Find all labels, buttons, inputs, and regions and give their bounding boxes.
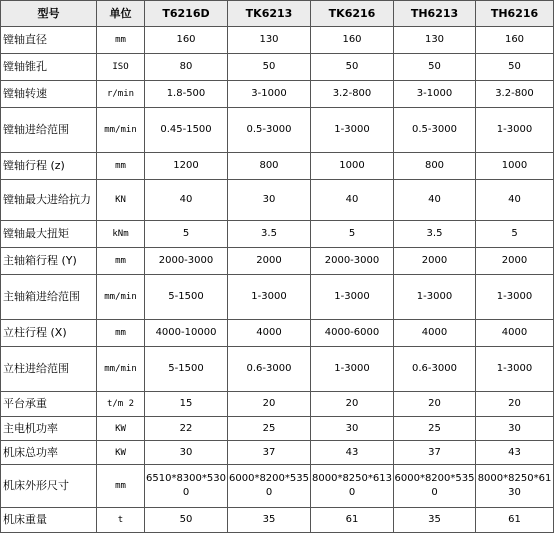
row-label: 主轴箱进给范围 (1, 275, 97, 320)
table-cell: 1-3000 (311, 347, 394, 392)
row-unit: t (97, 508, 145, 533)
table-cell: 4000 (228, 320, 311, 347)
header-model: 型号 (1, 1, 97, 27)
table-cell: 40 (145, 180, 228, 221)
table-cell: 5 (145, 221, 228, 248)
table-row (1, 27, 554, 54)
table-cell: 5-1500 (145, 275, 228, 320)
table-cell: 2000 (394, 248, 476, 275)
table-cell: 37 (228, 441, 311, 465)
row-label: 机床总功率 (1, 441, 97, 465)
table-cell: 3.2-800 (476, 81, 554, 108)
table-cell: 2000-3000 (145, 248, 228, 275)
table-cell: 4000-6000 (311, 320, 394, 347)
row-unit: KW (97, 417, 145, 441)
row-unit: mm/min (97, 347, 145, 392)
table-cell: 3.5 (394, 221, 476, 248)
row-unit: r/min (97, 81, 145, 108)
row-unit: mm (97, 27, 145, 54)
table-cell: 6000*8200*5350 (394, 465, 476, 508)
table-cell: 30 (311, 417, 394, 441)
header-row (1, 1, 554, 27)
table-cell: 6510*8300*5300 (145, 465, 228, 508)
table-cell: 30 (145, 441, 228, 465)
table-row (1, 347, 554, 392)
table-cell: 80 (145, 54, 228, 81)
table-cell: 5 (311, 221, 394, 248)
table-row (1, 508, 554, 533)
header-th6213: TH6213 (394, 1, 476, 27)
table-cell: 160 (476, 27, 554, 54)
table-row (1, 417, 554, 441)
table-cell: 50 (311, 54, 394, 81)
table-row (1, 275, 554, 320)
table-cell: 4000 (476, 320, 554, 347)
row-label: 立柱行程 (X) (1, 320, 97, 347)
table-cell: 0.6-3000 (394, 347, 476, 392)
table-cell: 8000*8250*6130 (311, 465, 394, 508)
table-row (1, 153, 554, 180)
row-unit: mm/min (97, 108, 145, 153)
table-row (1, 108, 554, 153)
table-cell: 130 (394, 27, 476, 54)
table-row (1, 392, 554, 417)
row-label: 镗轴进给范围 (1, 108, 97, 153)
table-row (1, 441, 554, 465)
table-row (1, 180, 554, 221)
table-cell: 1-3000 (394, 275, 476, 320)
table-cell: 35 (228, 508, 311, 533)
table-cell: 1-3000 (476, 347, 554, 392)
row-label: 机床外形尺寸 (1, 465, 97, 508)
table-cell: 43 (476, 441, 554, 465)
table-cell: 40 (311, 180, 394, 221)
table-cell: 40 (394, 180, 476, 221)
row-label: 镗轴直径 (1, 27, 97, 54)
table-cell: 1-3000 (311, 275, 394, 320)
row-label: 机床重量 (1, 508, 97, 533)
row-unit: mm (97, 320, 145, 347)
table-cell: 25 (228, 417, 311, 441)
table-cell: 30 (228, 180, 311, 221)
table-cell: 50 (145, 508, 228, 533)
table-cell: 1-3000 (476, 275, 554, 320)
table-cell: 800 (228, 153, 311, 180)
table-cell: 130 (228, 27, 311, 54)
row-label: 立柱进给范围 (1, 347, 97, 392)
table-cell: 3.5 (228, 221, 311, 248)
table-cell: 20 (476, 392, 554, 417)
table-cell: 4000-10000 (145, 320, 228, 347)
table-cell: 5 (476, 221, 554, 248)
table-cell: 50 (476, 54, 554, 81)
table-cell: 2000-3000 (311, 248, 394, 275)
table-cell: 37 (394, 441, 476, 465)
table-cell: 3-1000 (228, 81, 311, 108)
row-unit: KN (97, 180, 145, 221)
table-cell: 6000*8200*5350 (228, 465, 311, 508)
table-cell: 1-3000 (311, 108, 394, 153)
table-cell: 1-3000 (228, 275, 311, 320)
table-cell: 0.6-3000 (228, 347, 311, 392)
table-cell: 0.5-3000 (228, 108, 311, 153)
row-unit: mm (97, 153, 145, 180)
table-cell: 8000*8250*6130 (476, 465, 554, 508)
table-cell: 2000 (476, 248, 554, 275)
table-cell: 4000 (394, 320, 476, 347)
table-cell: 3-1000 (394, 81, 476, 108)
table-cell: 50 (228, 54, 311, 81)
table-cell: 20 (311, 392, 394, 417)
table-cell: 5-1500 (145, 347, 228, 392)
table-row (1, 81, 554, 108)
row-unit: mm/min (97, 275, 145, 320)
header-tk6213: TK6213 (228, 1, 311, 27)
row-label: 镗轴最大进给抗力 (1, 180, 97, 221)
header-t6216d: T6216D (145, 1, 228, 27)
table-cell: 61 (311, 508, 394, 533)
table-cell: 0.45-1500 (145, 108, 228, 153)
table-row (1, 54, 554, 81)
table-cell: 43 (311, 441, 394, 465)
table-cell: 40 (476, 180, 554, 221)
header-tk6216: TK6216 (311, 1, 394, 27)
row-label: 主电机功率 (1, 417, 97, 441)
row-label: 镗轴行程 (z) (1, 153, 97, 180)
table-cell: 20 (394, 392, 476, 417)
table-cell: 30 (476, 417, 554, 441)
table-cell: 160 (311, 27, 394, 54)
row-unit: kNm (97, 221, 145, 248)
row-unit: KW (97, 441, 145, 465)
table-cell: 15 (145, 392, 228, 417)
row-unit: ISO (97, 54, 145, 81)
row-label: 平台承重 (1, 392, 97, 417)
table-cell: 20 (228, 392, 311, 417)
row-label: 镗轴转速 (1, 81, 97, 108)
table-cell: 1-3000 (476, 108, 554, 153)
row-unit: mm (97, 248, 145, 275)
table-cell: 2000 (228, 248, 311, 275)
table-row (1, 465, 554, 508)
table-row (1, 221, 554, 248)
table-cell: 1200 (145, 153, 228, 180)
table-cell: 50 (394, 54, 476, 81)
table-cell: 3.2-800 (311, 81, 394, 108)
table-cell: 800 (394, 153, 476, 180)
row-label: 镗轴锥孔 (1, 54, 97, 81)
table-cell: 61 (476, 508, 554, 533)
table-row (1, 320, 554, 347)
table-cell: 160 (145, 27, 228, 54)
table-cell: 35 (394, 508, 476, 533)
table-cell: 22 (145, 417, 228, 441)
table-cell: 0.5-3000 (394, 108, 476, 153)
row-unit: mm (97, 465, 145, 508)
header-th6216: TH6216 (476, 1, 554, 27)
table-row (1, 248, 554, 275)
row-label: 镗轴最大扭矩 (1, 221, 97, 248)
header-unit: 单位 (97, 1, 145, 27)
row-label: 主轴箱行程 (Y) (1, 248, 97, 275)
table-cell: 25 (394, 417, 476, 441)
table-cell: 1.8-500 (145, 81, 228, 108)
row-unit: t/m 2 (97, 392, 145, 417)
table-cell: 1000 (311, 153, 394, 180)
table-cell: 1000 (476, 153, 554, 180)
